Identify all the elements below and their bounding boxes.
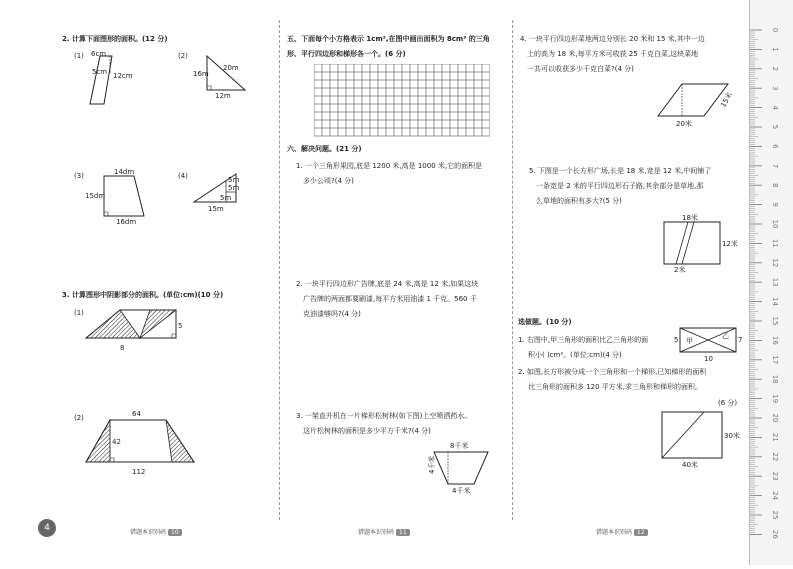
o2-line1: 2. 如图,长方形被分成一个三角形和一个梯形,已知梯形的面积: [518, 368, 707, 376]
fig3-bottom-label: 16dm: [116, 218, 137, 226]
fig4-c-label: 5m: [220, 194, 232, 202]
optional-title: 选做题。(10 分): [518, 318, 572, 326]
column-divider-2: [512, 20, 513, 520]
shade1-number: (1): [74, 309, 84, 317]
p4-line1: 4. 一块平行四边形菜地两边分别长 20 米和 15 米,其中一边: [520, 35, 705, 43]
vegetable-side-label: 15米: [719, 90, 735, 109]
shade1-height-label: 5: [178, 322, 183, 330]
shade2-bottom-label: 112: [132, 468, 146, 476]
ruler-tick-label: 6: [771, 144, 779, 149]
ruler-tick-label: 3: [771, 85, 779, 91]
column-divider-1: [279, 20, 280, 520]
rect-side-label: 30米: [724, 432, 740, 440]
fig3-top-label: 14dm: [114, 168, 135, 176]
fig4-bottom-label: 15m: [208, 205, 224, 213]
ruler-tick-label: 22: [771, 452, 779, 462]
jia-yi-figure: [672, 320, 746, 364]
ruler-tick-label: 8: [771, 182, 779, 188]
vegetable-parallelogram: [654, 80, 744, 130]
footer-tag-2: 11: [396, 529, 410, 536]
q5-title-line2: 形、平行四边形和梯形各一个。(6 分): [287, 50, 406, 58]
rect-bottom-label: 40米: [682, 461, 698, 469]
footer-brand-3: 错题本识别码: [596, 529, 633, 536]
footer-tag-1: 10: [168, 529, 182, 536]
fig1-height-label: 5cm: [92, 68, 108, 76]
footer-brand-2: 错题本识别码: [358, 529, 395, 536]
ruler-tick-label: 12: [771, 258, 779, 268]
ruler-tick-label: 15: [771, 316, 779, 326]
shade2-figure: [80, 408, 200, 478]
fig3-height-label: 15dm: [85, 192, 106, 200]
plaza-top-label: 18米: [682, 214, 698, 222]
fig4-a-label: 5m: [228, 176, 240, 184]
p5-line2: 一条宽是 2 米的平行四边形石子路,其余部分是草地,那: [536, 182, 704, 190]
q5-title-line1: 五、下面每个小方格表示 1cm²,在图中画出面积为 8cm² 的三角: [287, 35, 490, 43]
ruler-tick-label: 0: [771, 27, 779, 33]
ruler-tick-label: 25: [771, 510, 779, 520]
ruler-tick-label: 23: [771, 471, 779, 481]
ruler-tick-label: 20: [771, 413, 779, 423]
o2-score: (6 分): [718, 399, 738, 407]
fig2-left-label: 16m: [193, 70, 209, 78]
ruler-tick-label: 14: [771, 297, 779, 307]
square-grid: [314, 64, 490, 138]
shade1-figure: [80, 306, 190, 356]
ruler-tick-label: 16: [771, 335, 779, 345]
page-number-badge: 4: [38, 519, 56, 537]
p3-line2: 这片松树林的面积是多少平方千米?(4 分): [303, 427, 431, 435]
q6-title: 六、解决问题。(21 分): [287, 145, 362, 153]
o2-line2: 比三角形的面积多 120 平方米,求三角形和梯形的面积。: [528, 383, 703, 391]
o1-line1: 1. 右图中,甲三角形的面积比乙三角形的面: [518, 336, 649, 344]
fig4-number: (4): [178, 172, 188, 180]
p4-line3: 一共可以收获多少千克白菜?(4 分): [527, 65, 634, 73]
fig1-parallelogram: [82, 48, 142, 108]
forest-top-label: 8千米: [450, 442, 469, 450]
footer-code-1: [130, 527, 182, 536]
p5-line3: 么草地的面积有多大?(5 分): [536, 197, 622, 205]
shade2-height-label: 42: [112, 438, 121, 446]
ruler-tick-label: 26: [771, 529, 779, 539]
p2-line2: 广告牌的两面都要刷漆,每平方米用油漆 1 千克。560 千: [303, 295, 477, 303]
ruler-tick-label: 2: [771, 66, 779, 72]
fig3-trapezoid: [82, 166, 162, 228]
fig2-hyp-label: 20m: [223, 64, 239, 72]
p3-line1: 3. 一架直升机在一片梯形松树林(如下图)上空喷洒药水。: [296, 412, 472, 420]
ruler-tick-label: 11: [771, 238, 779, 248]
yi-label: 乙: [722, 332, 729, 340]
jiayi-left-label: 5: [674, 336, 679, 344]
fig1-number: (1): [74, 52, 84, 60]
vegetable-bottom-label: 20米: [676, 120, 692, 128]
shade2-top-label: 64: [132, 410, 141, 418]
ruler-tick-label: 10: [771, 219, 779, 229]
side-ruler: [749, 0, 793, 565]
forest-height-label: 4千米: [428, 455, 436, 474]
fig1-top-label: 6cm: [91, 50, 107, 58]
q3-title: 3. 计算图形中阴影部分的面积。(单位:cm)(10 分): [62, 291, 224, 299]
ruler-tick-label: 5: [771, 124, 779, 130]
fig2-bottom-label: 12m: [215, 92, 231, 100]
ruler-tick-label: 7: [771, 163, 779, 169]
ruler-tick-label: 1: [771, 47, 779, 52]
p1-line1: 1. 一个三角形果园,底是 1200 米,高是 1000 米,它的面积是: [296, 162, 483, 170]
ruler-tick-label: 4: [771, 105, 779, 110]
ruler-tick-label: 18: [771, 374, 779, 384]
forest-bottom-label: 4千米: [452, 487, 471, 495]
fig4-b-label: 5m: [228, 184, 240, 192]
plaza-side-label: 12米: [722, 240, 738, 248]
forest-trapezoid: [424, 440, 494, 496]
p2-line3: 克油漆够吗?(4 分): [303, 310, 361, 318]
p2-line1: 2. 一块平行四边形广告牌,底是 24 米,高是 12 米,如果这块: [296, 280, 479, 288]
ruler-tick-label: 19: [771, 394, 779, 404]
fig2-number: (2): [178, 52, 188, 60]
footer-code-3: [596, 527, 648, 536]
p1-line2: 多少公顷?(4 分): [303, 177, 354, 185]
ruler-tick-label: 9: [771, 202, 779, 207]
shade1-bottom-label: 8: [120, 344, 125, 352]
rectangle-split-figure: [658, 408, 742, 470]
fig2-triangle: [185, 48, 255, 100]
footer-brand-1: 错题本识别码: [130, 529, 167, 536]
jiayi-right-label: 7: [738, 336, 743, 344]
ruler-tick-label: 17: [771, 355, 779, 365]
q2-title: 2. 计算下面图形的面积。(12 分): [62, 35, 168, 43]
footer-tag-3: 12: [634, 529, 648, 536]
jia-label: 甲: [686, 337, 693, 345]
ruler-tick-label: 24: [771, 491, 779, 501]
o1-line2: 积小( )cm²。(单位:cm)(4 分): [528, 351, 622, 359]
footer-code-2: [358, 527, 410, 536]
jiayi-bottom-label: 10: [704, 355, 713, 363]
fig1-side-label: 12cm: [113, 72, 133, 80]
p5-line1: 5. 下图是一个长方形广场,长是 18 米,宽是 12 米,中间铺了: [529, 167, 712, 175]
fig3-number: (3): [74, 172, 84, 180]
plaza-bottom-label: 2米: [674, 266, 686, 274]
square-plaza-figure: [660, 212, 740, 274]
ruler-tick-label: 13: [771, 277, 779, 287]
p4-line2: 上的高为 18 米,每平方米可收获 25 千克白菜,这块菜地: [527, 50, 699, 58]
ruler-tick-label: 21: [771, 432, 779, 442]
fig4-triangle: [190, 166, 252, 214]
shade2-number: (2): [74, 414, 84, 422]
